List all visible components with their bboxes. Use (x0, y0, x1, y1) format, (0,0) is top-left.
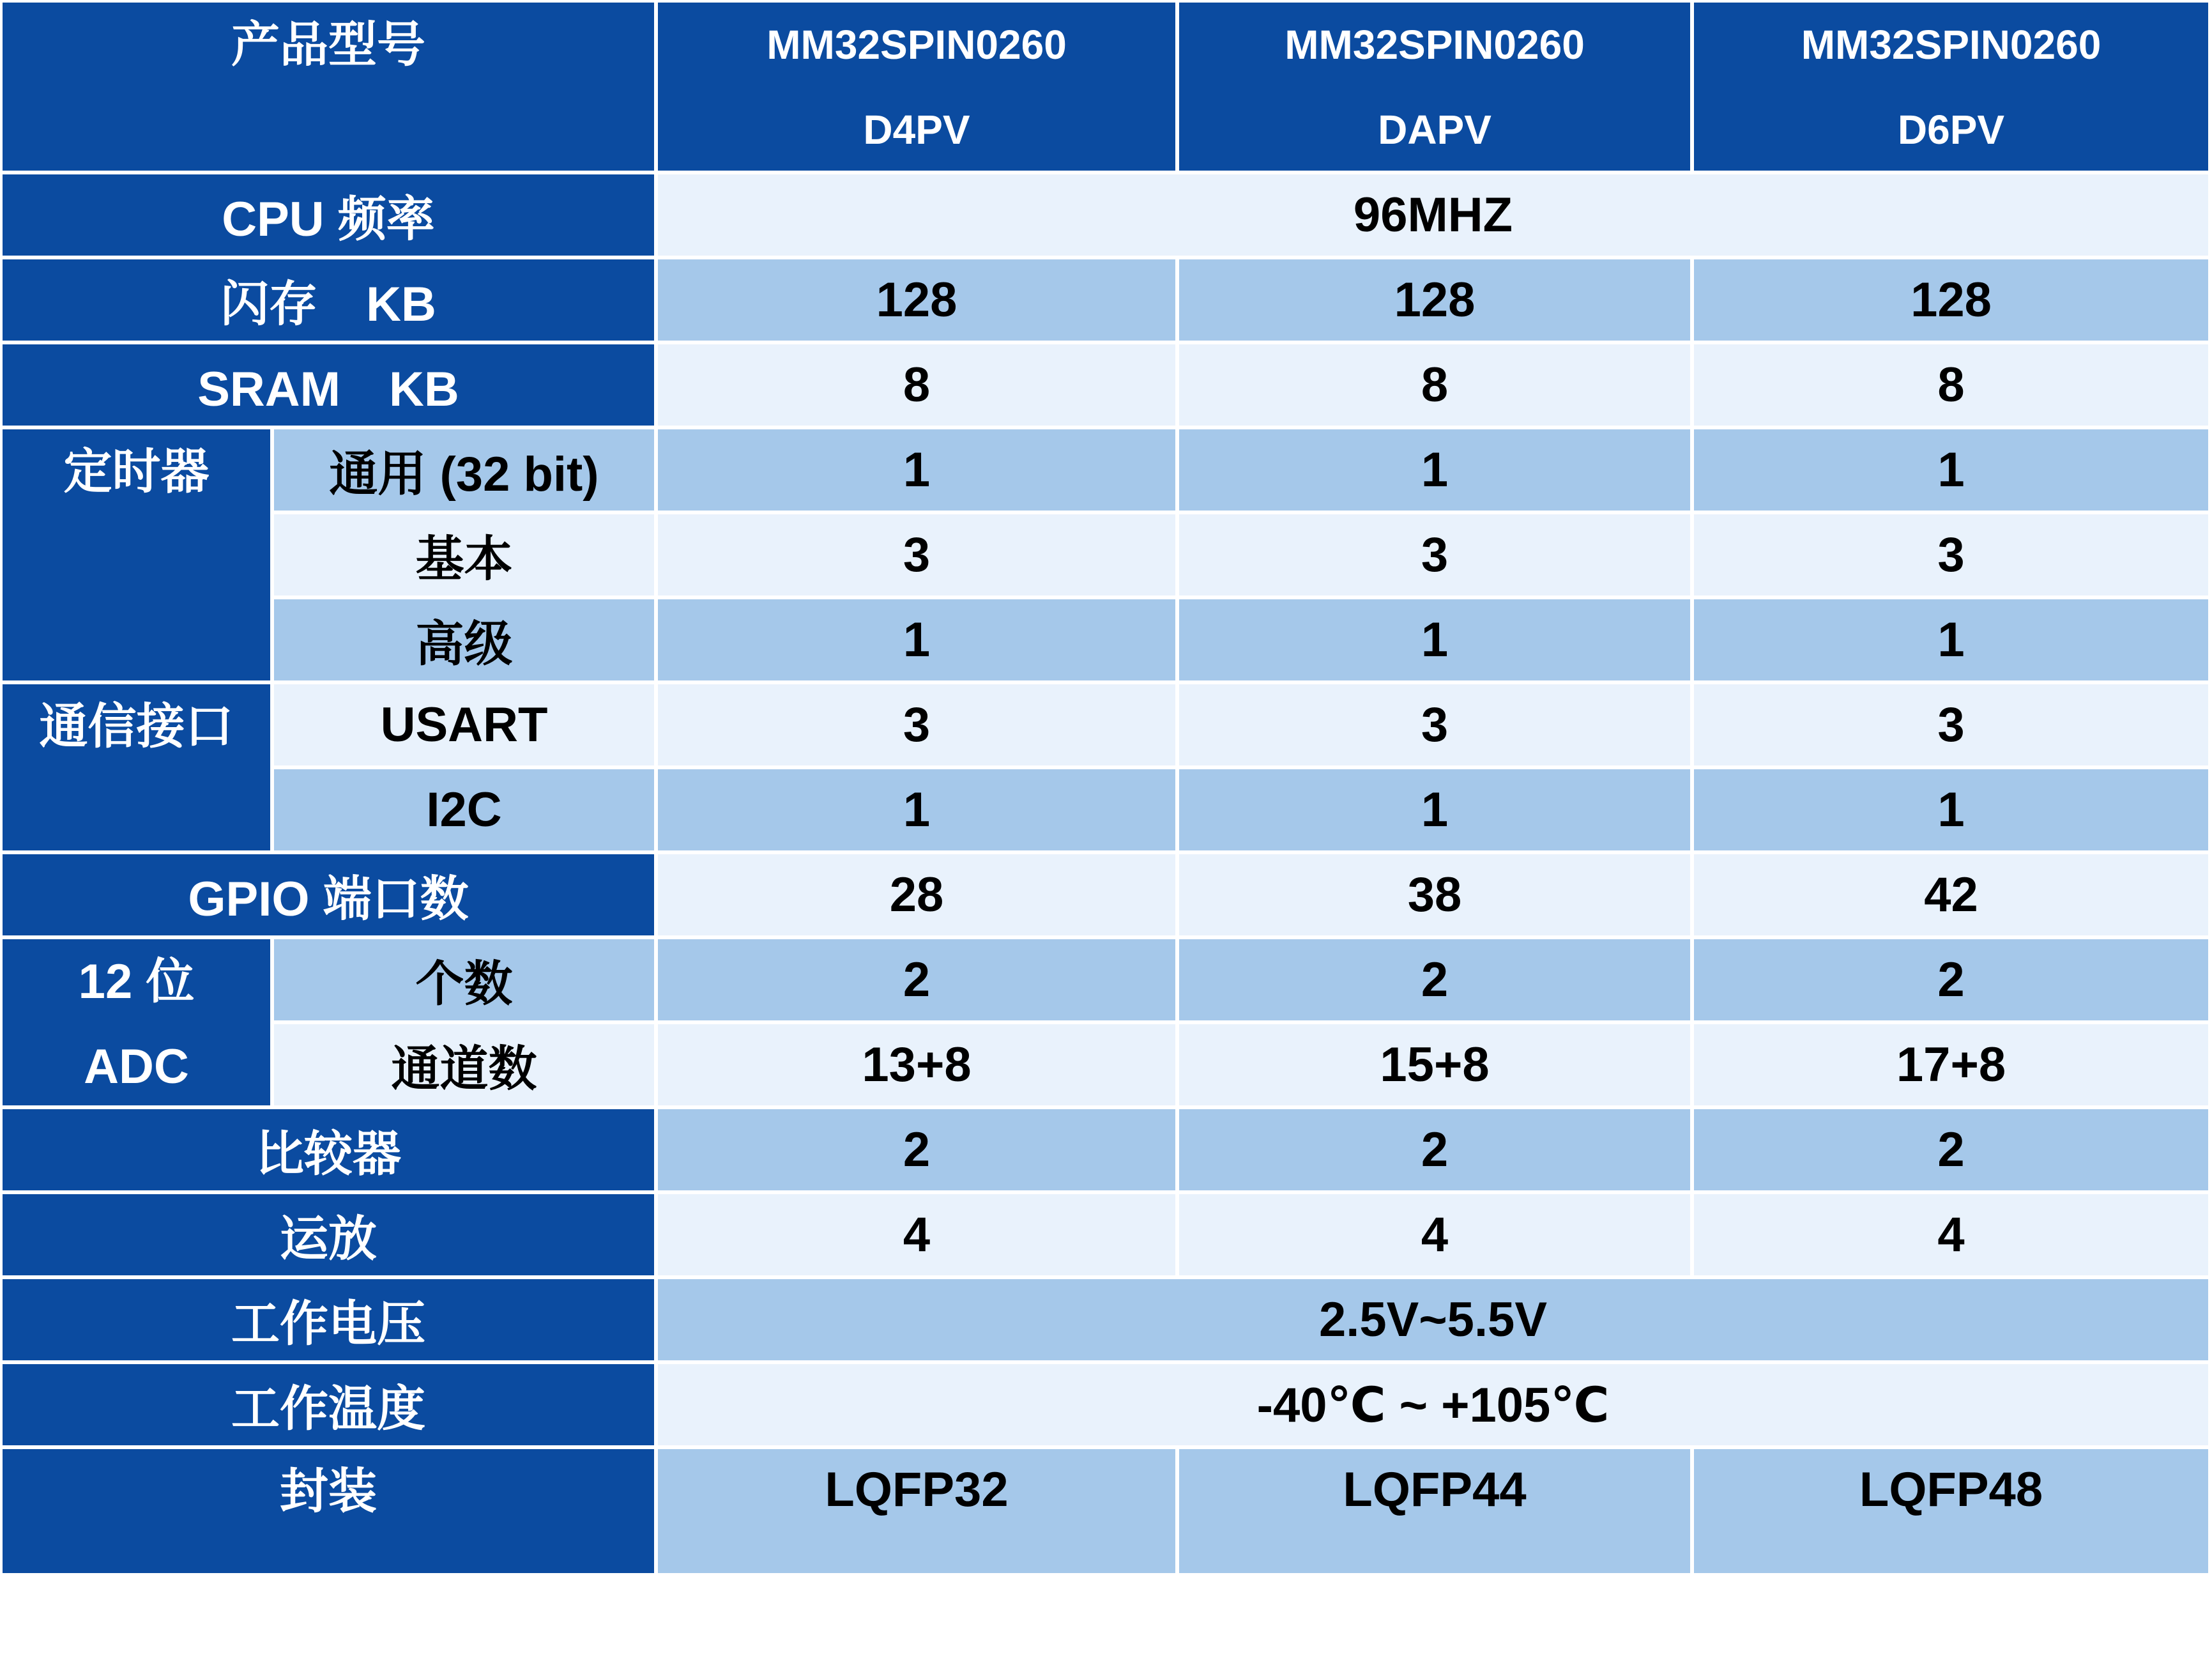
row-label-opamp: 运放 (3, 1194, 654, 1275)
group-label-timers (3, 429, 270, 680)
value-adc-channels-dapv: 15+8 (1179, 1024, 1690, 1105)
row-label-comparator: 比较器 (3, 1109, 654, 1190)
column-header-d6pv-line2: D6PV (1897, 107, 2005, 153)
row-label-flash: 闪存 KB (3, 259, 654, 341)
sub-label-i2c: I2C (274, 769, 654, 850)
value-basic-timer-dapv: 3 (1179, 514, 1690, 595)
value-sram-d6pv: 8 (1694, 344, 2208, 426)
row-label-cpu-freq: CPU 频率 (3, 174, 654, 256)
row-label-package-text: 封装 (280, 1464, 377, 1519)
sub-label-usart: USART (274, 684, 654, 765)
column-header-dapv (1179, 3, 1690, 171)
group-label-adc-line2: ADC (84, 1040, 189, 1094)
row-label-temperature: 工作温度 (3, 1364, 654, 1445)
value-general-timer-d6pv: 1 (1694, 429, 2208, 511)
value-cpu-freq: 96MHZ (658, 174, 2208, 256)
value-gpio-d4pv: 28 (658, 854, 1175, 935)
column-header-d6pv-line1: MM32SPIN0260 (1801, 22, 2101, 68)
value-comparator-d4pv: 2 (658, 1109, 1175, 1190)
value-adc-channels-d4pv: 13+8 (658, 1024, 1175, 1105)
row-label-sram: SRAM KB (3, 344, 654, 426)
value-comparator-d6pv: 2 (1694, 1109, 2208, 1190)
value-sram-d4pv: 8 (658, 344, 1175, 426)
column-header-dapv-line2: DAPV (1378, 107, 1491, 153)
row-label-package (3, 1449, 654, 1573)
group-label-comm-interface (3, 684, 270, 850)
column-header-d4pv (658, 3, 1175, 171)
value-adc-count-d4pv: 2 (658, 939, 1175, 1020)
value-flash-d6pv: 128 (1694, 259, 2208, 341)
value-opamp-d6pv: 4 (1694, 1194, 2208, 1275)
column-header-d6pv (1694, 3, 2208, 171)
value-package-d6pv: LQFP48 (1694, 1449, 2208, 1573)
value-basic-timer-d4pv: 3 (658, 514, 1175, 595)
value-opamp-d4pv: 4 (658, 1194, 1175, 1275)
value-i2c-d4pv: 1 (658, 769, 1175, 850)
value-adc-channels-d6pv: 17+8 (1694, 1024, 2208, 1105)
value-voltage: 2.5V~5.5V (658, 1279, 2208, 1360)
value-advanced-timer-d4pv: 1 (658, 599, 1175, 680)
value-package-dapv: LQFP44 (1179, 1449, 1690, 1573)
value-basic-timer-d6pv: 3 (1694, 514, 2208, 595)
value-adc-count-dapv: 2 (1179, 939, 1690, 1020)
value-package-d4pv: LQFP32 (658, 1449, 1175, 1573)
sub-label-adc-channels: 通道数 (274, 1024, 654, 1105)
value-comparator-dapv: 2 (1179, 1109, 1690, 1190)
value-sram-dapv: 8 (1179, 344, 1690, 426)
value-usart-d4pv: 3 (658, 684, 1175, 765)
value-advanced-timer-dapv: 1 (1179, 599, 1690, 680)
row-label-gpio: GPIO 端口数 (3, 854, 654, 935)
value-usart-dapv: 3 (1179, 684, 1690, 765)
header-product-label (3, 3, 654, 171)
column-header-d4pv-line1: MM32SPIN0260 (767, 22, 1067, 68)
value-flash-dapv: 128 (1179, 259, 1690, 341)
column-header-dapv-line1: MM32SPIN0260 (1285, 22, 1585, 68)
group-label-adc (3, 939, 270, 1105)
value-general-timer-dapv: 1 (1179, 429, 1690, 511)
sub-label-basic-timer: 基本 (274, 514, 654, 595)
value-opamp-dapv: 4 (1179, 1194, 1690, 1275)
mcu-spec-table (3, 3, 2208, 1573)
value-advanced-timer-d6pv: 1 (1694, 599, 2208, 680)
row-label-voltage: 工作电压 (3, 1279, 654, 1360)
value-gpio-dapv: 38 (1179, 854, 1690, 935)
value-i2c-d6pv: 1 (1694, 769, 2208, 850)
value-gpio-d6pv: 42 (1694, 854, 2208, 935)
sub-label-general-timer: 通用 (32 bit) (274, 429, 654, 511)
sub-label-advanced-timer: 高级 (274, 599, 654, 680)
value-usart-d6pv: 3 (1694, 684, 2208, 765)
value-adc-count-d6pv: 2 (1694, 939, 2208, 1020)
value-i2c-dapv: 1 (1179, 769, 1690, 850)
group-label-adc-line1: 12 位 (78, 955, 195, 1009)
value-temperature: -40℃ ~ +105℃ (658, 1364, 2208, 1445)
value-flash-d4pv: 128 (658, 259, 1175, 341)
column-header-d4pv-line2: D4PV (863, 107, 970, 153)
group-label-timers-text: 定时器 (63, 445, 210, 499)
header-product-label-text: 产品型号 (231, 18, 425, 72)
value-general-timer-d4pv: 1 (658, 429, 1175, 511)
group-label-comm-interface-text: 通信接口 (39, 700, 234, 754)
sub-label-adc-count: 个数 (274, 939, 654, 1020)
